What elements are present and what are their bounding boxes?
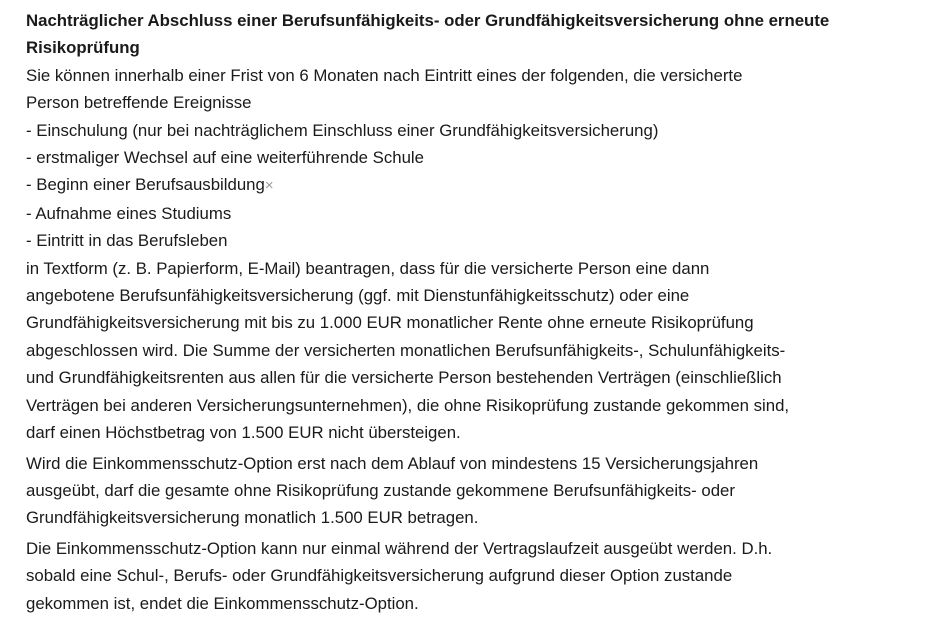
text-line: Grundfähigkeitsversicherung monatlich 1.500 EUR betragen.: [26, 508, 479, 528]
limitation-paragraph: [26, 535, 916, 617]
text-line: Grundfähigkeitsversicherung mit bis zu 1.000 EUR monatlicher Rente ohne erneute Risikoprüfung: [26, 313, 754, 333]
text-line: sobald eine Schul-, Berufs- oder Grundfähigkeitsversicherung aufgrund dieser Option zustande: [26, 566, 733, 586]
text-line: in Textform (z. B. Papierform, E-Mail) beantragen, dass für die versicherte Person eine dann: [26, 258, 710, 278]
body-paragraph: [26, 255, 916, 447]
list-item: - erstmaliger Wechsel auf eine weiterführende Schule: [26, 148, 424, 168]
section-title: [26, 7, 916, 62]
text-line: abgeschlossen wird. Die Summe der versicherten monatlichen Berufsunfähigkeits-, Schulunfähigkeits-: [26, 340, 786, 360]
text-line: darf einen Höchstbetrag von 1.500 EUR nicht übersteigen.: [26, 423, 461, 443]
list-item: [26, 171, 916, 199]
title-line: Risikoprüfung: [26, 38, 140, 58]
cross-icon: ×: [264, 177, 274, 195]
text-line: Wird die Einkommensschutz-Option erst nach dem Ablauf von mindestens 15 Versicherungsjahren: [26, 453, 759, 473]
text-line: Die Einkommensschutz-Option kann nur einmal während der Vertragslaufzeit ausgeübt werden. D.h.: [26, 538, 773, 558]
list-item-text: - Beginn einer Berufsausbildung: [26, 175, 265, 195]
list-item: - Einschulung (nur bei nachträglichem Einschluss einer Grundfähigkeitsversicherung): [26, 120, 659, 140]
title-line: Nachträglicher Abschluss einer Berufsunfähigkeits- oder Grundfähigkeitsversicherung ohne erneute: [26, 11, 830, 30]
list-item: - Aufnahme eines Studiums: [26, 203, 232, 223]
text-line: Verträgen bei anderen Versicherungsunternehmen), die ohne Risikoprüfung zustande gekommen sind,: [26, 395, 790, 415]
text-line: ausgeübt, darf die gesamte ohne Risikoprüfung zustande gekommene Berufsunfähigkeits- oder: [26, 480, 735, 500]
text-line: Sie können innerhalb einer Frist von 6 Monaten nach Eintritt eines der folgenden, die versicherte: [26, 65, 743, 85]
text-line: und Grundfähigkeitsrenten aus allen für die versicherte Person bestehenden Verträgen (einschließlich: [26, 368, 782, 388]
document: [26, 7, 916, 617]
text-line: Person betreffende Ereignisse: [26, 93, 252, 113]
text-line: gekommen ist, endet die Einkommensschutz-Option.: [26, 593, 419, 613]
intro-paragraph: [26, 62, 916, 117]
event-list: [26, 117, 916, 255]
list-item: - Eintritt in das Berufsleben: [26, 231, 228, 251]
option-paragraph: [26, 450, 916, 532]
text-line: angebotene Berufsunfähigkeitsversicherung (ggf. mit Dienstunfähigkeitsschutz) oder eine: [26, 286, 690, 306]
